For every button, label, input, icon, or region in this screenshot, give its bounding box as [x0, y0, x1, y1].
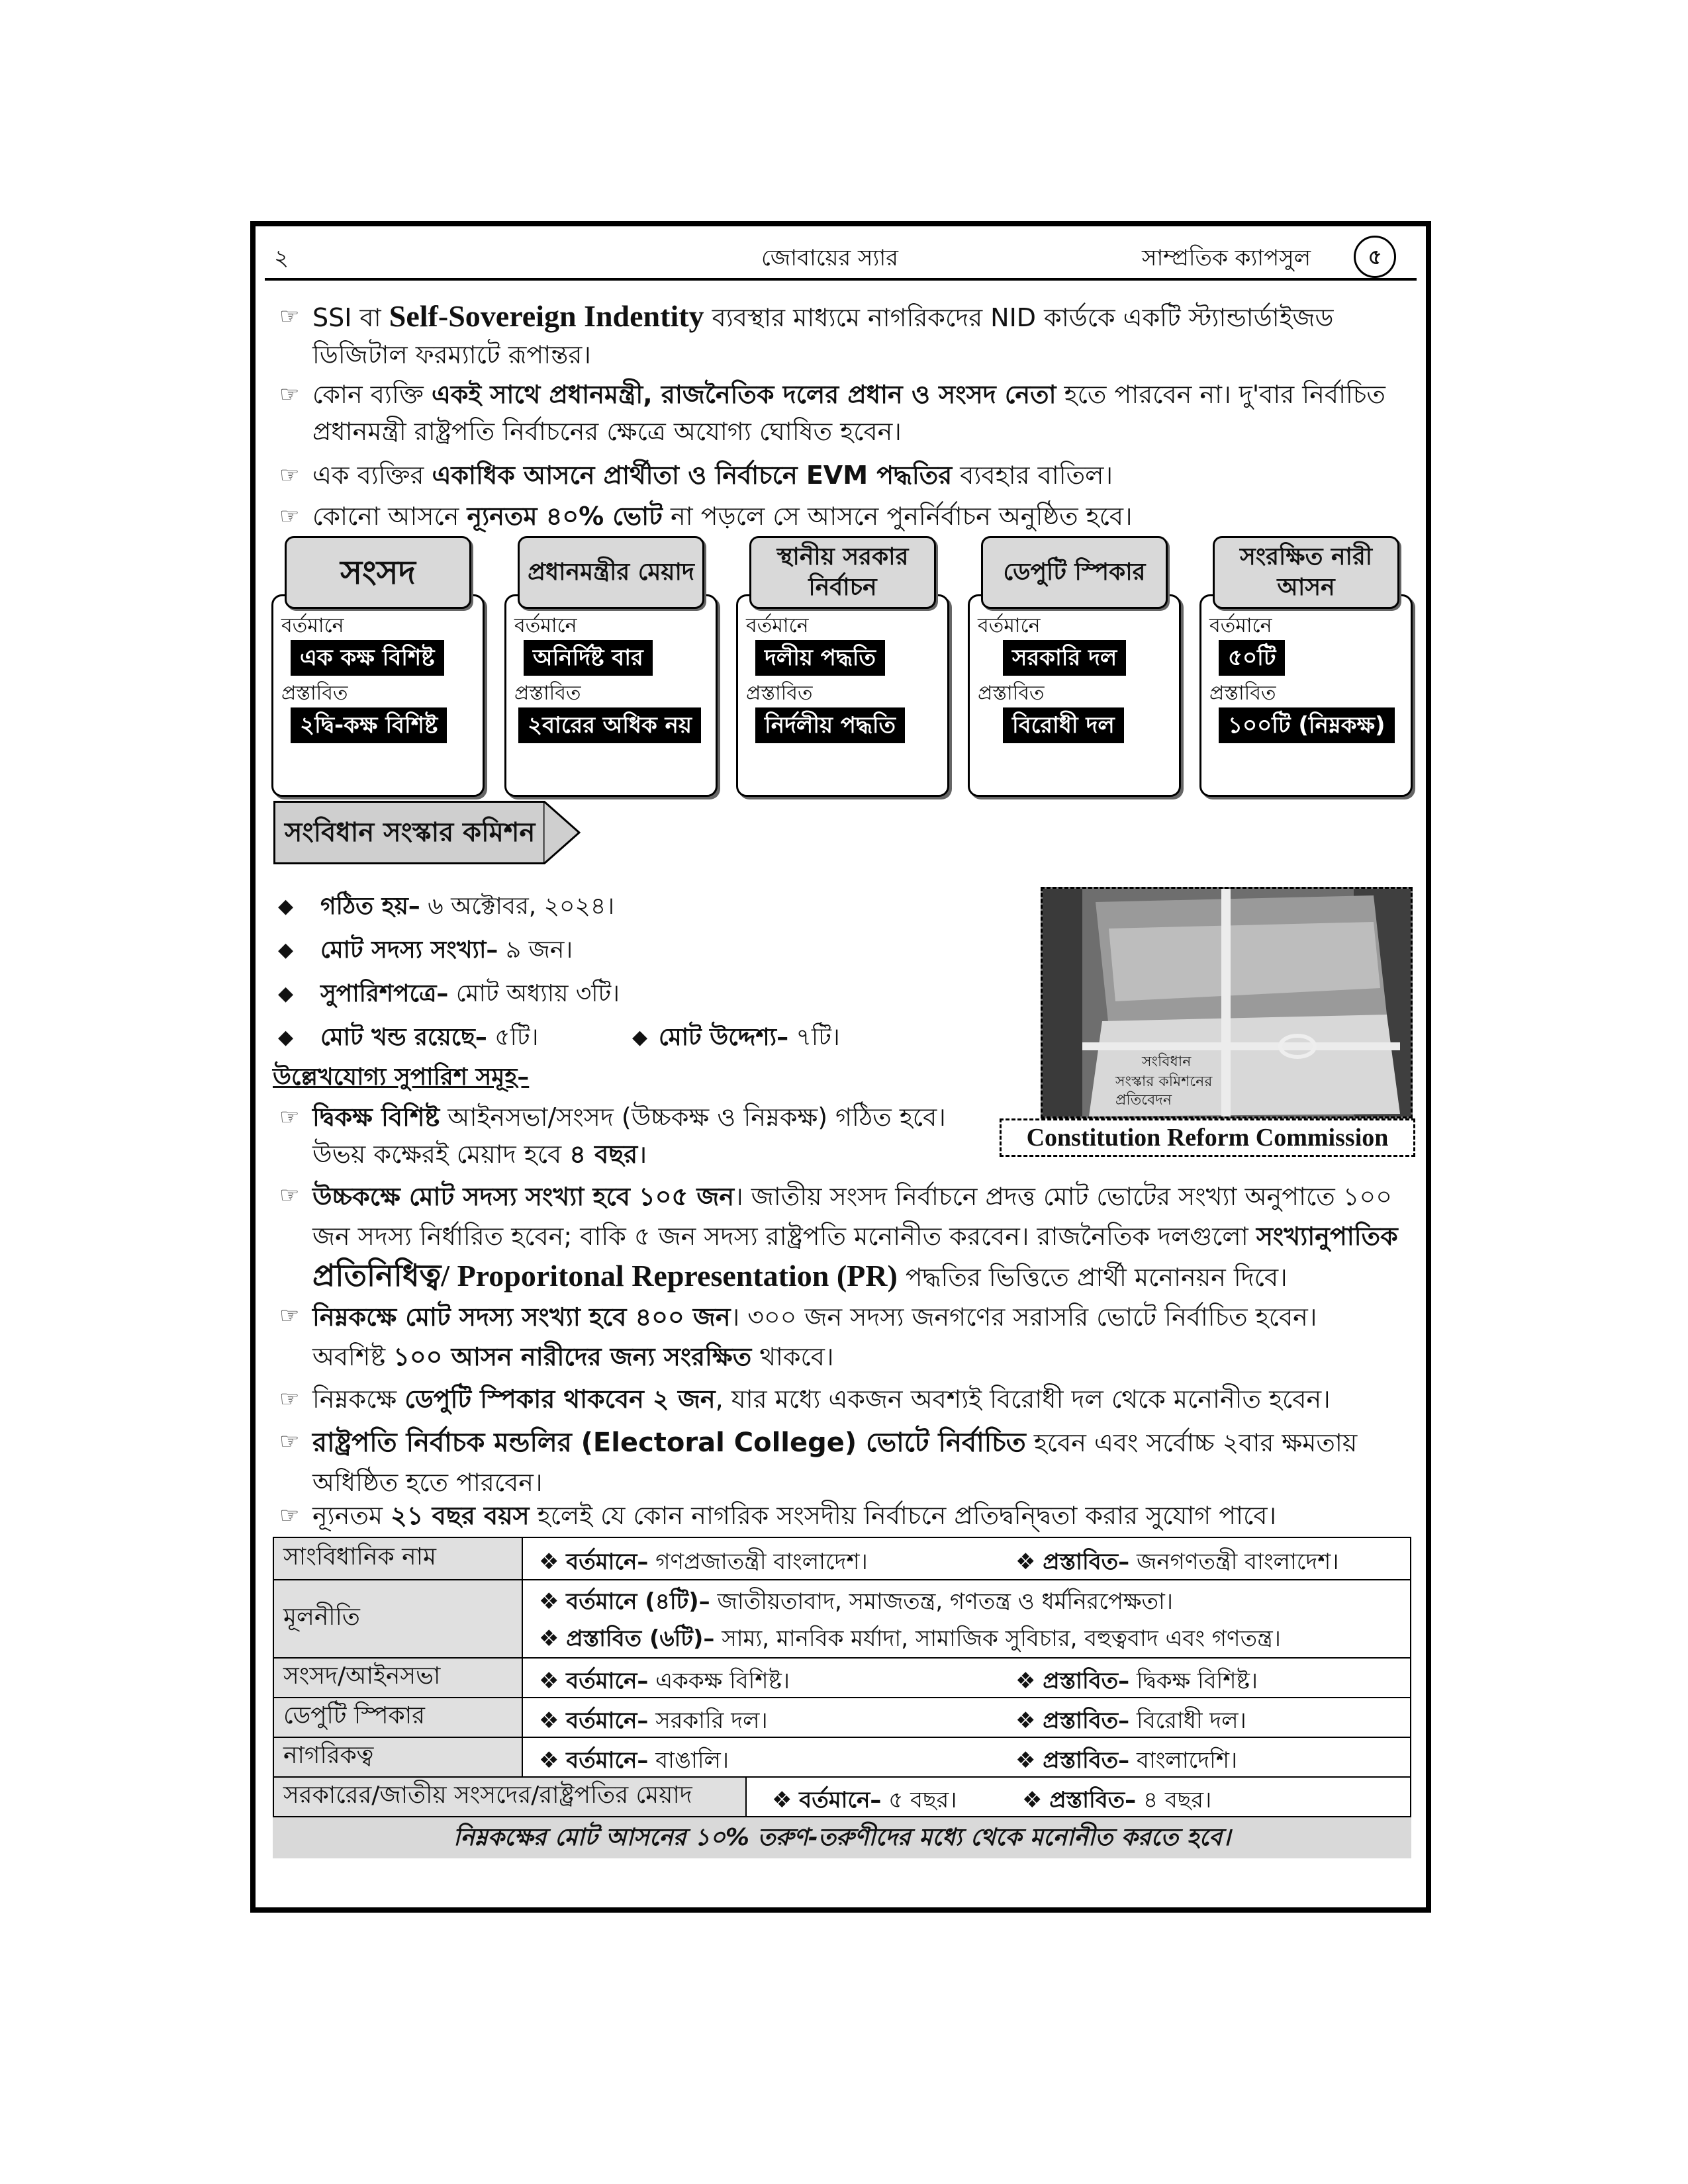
pointing-hand-icon: ☞ [279, 381, 300, 408]
row-key: সংসদ/আইনসভা [274, 1659, 523, 1697]
diamond-icon: ◆ [278, 1026, 294, 1049]
current-value: সরকারি দল [1003, 640, 1126, 676]
pointing-hand-icon: ☞ [279, 462, 300, 488]
proposed-value: বিরোধী দল [1003, 707, 1124, 743]
pointing-hand-icon: ☞ [279, 1104, 300, 1130]
pointing-hand-icon: ☞ [279, 1302, 300, 1329]
pointing-hand-icon: ☞ [279, 1386, 300, 1412]
page-number: ২ [274, 245, 289, 271]
svg-text:সংবিধান: সংবিধান [1142, 1054, 1192, 1070]
pointing-hand-icon: ☞ [279, 503, 300, 529]
book-title: সাম্প্রতিক ক্যাপসুল [1142, 245, 1311, 271]
current-value: অনির্দিষ্ট বার [524, 640, 653, 676]
section-title: সংবিধান সংস্কার কমিশন [273, 801, 545, 864]
proposed-value: নির্দলীয় পদ্ধতি [755, 707, 905, 743]
table-row: মূলনীতি ❖ বর্তমানে (৪টি)– জাতীয়তাবাদ, সমাজতন্ত্র, গণতন্ত্র ও ধর্মনিরপেক্ষতা। ❖ প্রস্তাবিত (৬টি)– সাম্য, মানবিক মর্যাদা, সামাজিক সুবিচার, বহুত্ববাদ এবং গণতন্ত্র। [273, 1579, 1411, 1659]
table-row: সংসদ/আইনসভা ❖ বর্তমানে– এককক্ষ বিশিষ্ট। ❖ প্রস্তাবিত– দ্বিকক্ষ বিশিষ্ট। [273, 1657, 1411, 1698]
recommendations-heading: উল্লেখযোগ্য সুপারিশ সমূহ– [273, 1064, 530, 1091]
table-row: নাগরিকত্ব ❖ বর্তমানে– বাঙালি। ❖ প্রস্তাবিত– বাংলাদেশি। [273, 1737, 1411, 1778]
table-row: সরকারের/জাতীয় সংসদের/রাষ্ট্রপতির মেয়াদ ❖ বর্তমানে– ৫ বছর। ❖ প্রস্তাবিত– ৪ বছর। [273, 1776, 1411, 1817]
svg-text:প্রতিবেদন: প্রতিবেদন [1115, 1092, 1172, 1109]
proposed-value: ১০০টি (নিম্নকক্ষ) [1219, 707, 1395, 743]
pointing-hand-icon: ☞ [279, 1428, 300, 1455]
current-value: এক কক্ষ বিশিষ্ট [291, 640, 444, 676]
card-box: বর্তমানে এক কক্ষ বিশিষ্ট প্রস্তাবিত ২দ্বি-কক্ষ বিশিষ্ট [271, 594, 485, 797]
arrow-tip-icon [543, 801, 583, 864]
current-value: ৫০টি [1219, 640, 1285, 676]
diamond-icon: ◆ [632, 1026, 648, 1049]
header-divider [265, 278, 1417, 281]
pointing-hand-icon: ☞ [279, 1502, 300, 1529]
current-value: দলীয় পদ্ধতি [755, 640, 885, 676]
card-pm-term: বর্তমানে অনির্দিষ্ট বার প্রস্তাবিত ২বারের অধিক নয় প্রধানমন্ত্রীর মেয়াদ [504, 536, 714, 801]
card-deputy-speaker: বর্তমানে সরকারি দল প্রস্তাবিত বিরোধী দল ডেপুটি স্পিকার [968, 536, 1177, 801]
pointing-hand-icon: ☞ [279, 1182, 300, 1208]
report-book-image [1043, 889, 1411, 1116]
proposed-value: ২বারের অধিক নয় [518, 707, 701, 743]
author-name: জোবায়ের স্যার [761, 245, 898, 271]
photo-caption: Constitution Reform Commission [1000, 1118, 1415, 1157]
svg-text:সংস্কার কমিশনের: সংস্কার কমিশনের [1115, 1073, 1213, 1090]
edition-badge: ৫ [1354, 236, 1396, 278]
row-key: ডেপুটি স্পিকার [274, 1698, 523, 1737]
card-parliament [271, 536, 481, 801]
row-key: সরকারের/জাতীয় সংসদের/রাষ্ট্রপতির মেয়াদ [274, 1778, 747, 1816]
card-local-govt: বর্তমানে দলীয় পদ্ধতি প্রস্তাবিত নির্দলীয় পদ্ধতি স্থানীয় সরকার নির্বাচন [736, 536, 945, 801]
card-title: সংসদ [285, 536, 471, 609]
row-key: সাংবিধানিক নাম [274, 1538, 523, 1579]
table-footnote: নিম্নকক্ষের মোট আসনের ১০% তরুণ-তরুণীদের মধ্যে থেকে মনোনীত করতে হবে। [273, 1817, 1411, 1858]
pointing-hand-icon: ☞ [279, 303, 300, 330]
diamond-icon: ◆ [278, 938, 294, 962]
card-title: প্রধানমন্ত্রীর মেয়াদ [518, 536, 704, 609]
card-title: স্থানীয় সরকার নির্বাচন [749, 536, 936, 609]
row-key: নাগরিকত্ব [274, 1738, 523, 1776]
row-key: মূলনীতি [274, 1580, 523, 1657]
table-row: ডেপুটি স্পিকার ❖ বর্তমানে– সরকারি দল। ❖ প্রস্তাবিত– বিরোধী দল। [273, 1697, 1411, 1738]
card-title: ডেপুটি স্পিকার [981, 536, 1168, 609]
card-reserved-women-seats: বর্তমানে ৫০টি প্রস্তাবিত ১০০টি (নিম্নকক্ষ) সংরক্ষিত নারী আসন [1199, 536, 1409, 801]
diamond-icon: ◆ [278, 982, 294, 1005]
table-row: সাংবিধানিক নাম ❖ বর্তমানে– গণপ্রজাতন্ত্রী বাংলাদেশ। ❖ প্রস্তাবিত– জনগণতন্ত্রী বাংলাদেশ। [273, 1537, 1411, 1580]
proposed-value: ২দ্বি-কক্ষ বিশিষ্ট [291, 707, 447, 743]
section-heading [273, 801, 585, 864]
card-title: সংরক্ষিত নারী আসন [1213, 536, 1399, 609]
report-photo [1041, 887, 1413, 1118]
diamond-icon: ◆ [278, 895, 294, 918]
